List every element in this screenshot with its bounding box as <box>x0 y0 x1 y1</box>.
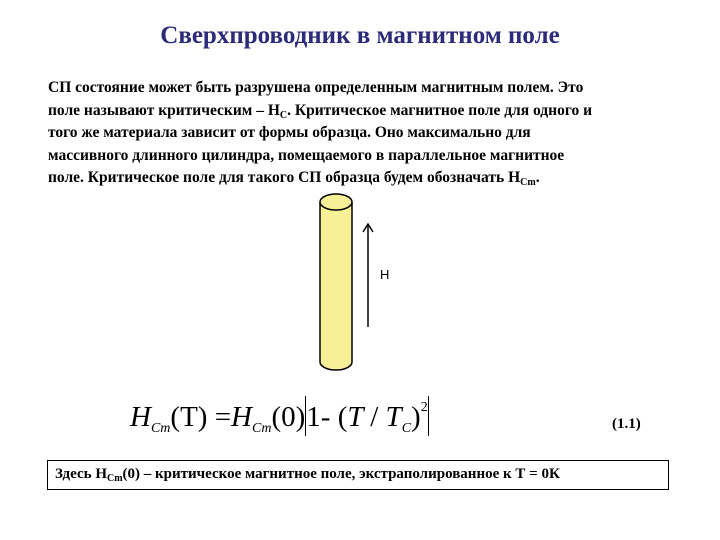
paragraph-line <box>48 167 688 190</box>
formula-subscript: Cm <box>252 421 272 436</box>
equation-number: (1.1) <box>612 416 641 432</box>
field-label: H <box>380 267 390 282</box>
text-fragment: поле называют критическим – Н <box>48 101 280 119</box>
slide-title: Сверхпроводник в магнитном поле <box>160 22 560 49</box>
paragraph-line: массивного длинного цилиндра, помещаемого в параллельное магнитное <box>48 146 565 164</box>
critical-field-formula <box>130 396 429 436</box>
subscript: С <box>279 109 288 121</box>
formula-symbol: H <box>130 401 151 433</box>
note-text: Здесь Н <box>55 466 107 482</box>
text-fragment: . <box>535 169 540 186</box>
formula-minus: - <box>320 401 331 433</box>
formula-argument: (T) <box>170 401 208 433</box>
formula-symbol: T <box>385 401 402 433</box>
note-box <box>47 460 669 490</box>
formula-subscript: Cm <box>150 421 171 436</box>
formula-paren: ) <box>411 401 421 433</box>
description-paragraph <box>48 77 688 190</box>
subscript: Cm <box>520 177 536 188</box>
formula-number: 1 <box>306 401 321 433</box>
magnetic-field-arrow <box>360 222 376 328</box>
formula-paren: ( <box>337 401 348 433</box>
formula-exponent: 2 <box>420 400 428 415</box>
formula-argument: (0) <box>271 401 306 433</box>
formula-symbol: H <box>231 401 252 433</box>
formula-equals: = <box>214 401 232 433</box>
text-fragment: . Критическое магнитное поле для одного и <box>287 101 593 119</box>
formula-symbol: T <box>347 401 363 433</box>
formula-bar <box>428 396 429 436</box>
paragraph-line <box>48 100 688 123</box>
formula-slash: / <box>370 401 379 433</box>
subscript: Cm <box>106 473 123 484</box>
cylinder-sample <box>316 190 356 374</box>
paragraph-line: СП состояние может быть разрушена определенным магнитным полем. Это <box>48 79 584 96</box>
text-fragment: поле. Критическое поле для такого СП образца будем обозначать Н <box>48 169 521 186</box>
note-text: (0) – критическое магнитное поле, экстраполированное к Т = 0К <box>122 466 560 482</box>
paragraph-line: того же материала зависит от формы образца. Оно максимально для <box>48 124 531 141</box>
formula-subscript: C <box>401 421 412 436</box>
